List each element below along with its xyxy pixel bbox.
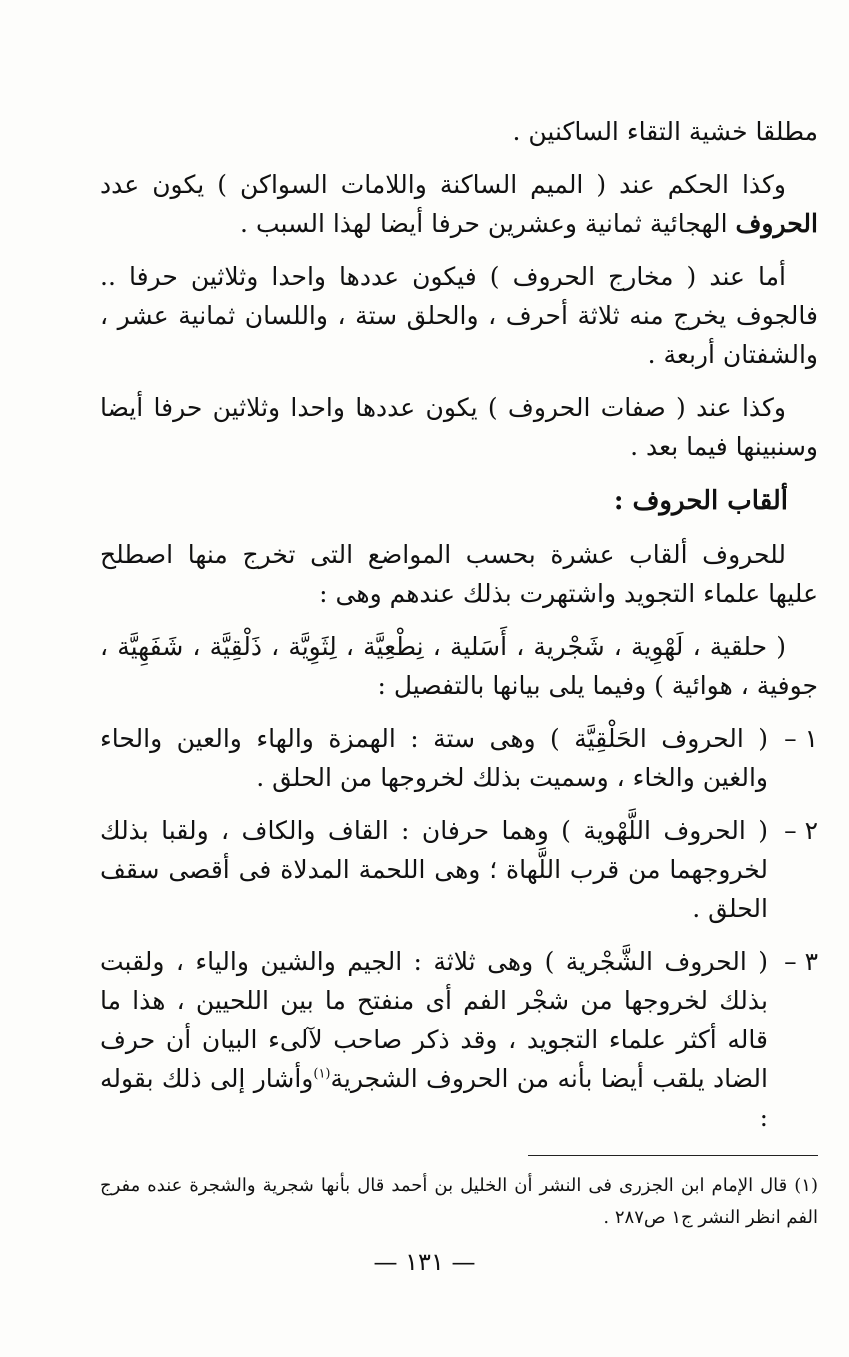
paragraph-sifat: وكذا عند ( صفات الحروف ) يكون عددها واحدا وثلاثين حرفا أيضا وسنبينها فيما بعد . [100, 393, 818, 461]
paragraph-hukm-text: وكذا الحكم عند ( الميم الساكنة واللامات السواكن ) يكون عدد [100, 170, 786, 199]
item-text: ( الحروف اللَّهْوية ) وهما حرفان : القاف والكاف ، ولقبا بذلك لخروجهما من قرب اللَّهاة ؛ وهى اللحمة المدلاة فى أقصى سقف الحلق . [100, 816, 768, 923]
paragraph-alqab: للحروف ألقاب عشرة بحسب المواضع التى تخرج منها اصطلح عليها علماء التجويد واشتهرت بذلك عندهم وهى : [100, 540, 818, 608]
item-text: ( الحروف الحَلْقِيَّة ) وهى ستة : الهمزة والهاء والعين والحاء والغين والخاء ، وسميت بذلك لخروجها من الحلق . [100, 724, 768, 792]
footnote-text: (١) قال الإمام ابن الجزرى فى النشر أن الخليل بن أحمد قال بأنها شجرية والشجرة عنده مفرج الفم انظر النشر ج١ ص٢٨٧ . [100, 1175, 818, 1228]
paragraph-hukm [100, 165, 818, 243]
intro-line: مطلقا خشية التقاء الساكنين . [512, 117, 818, 146]
page-number: — ١٣١ — [373, 1248, 476, 1276]
footnote-marker[interactable]: (١) [313, 1066, 331, 1082]
item-number: ٣ – [784, 947, 818, 976]
item-text-body: ( الحروف الشَّجْرية ) وهى ثلاثة : الجيم والشين والياء ، ولقبت بذلك لخروجها من شجْر الفم أى منفتح ما بين اللحيين ، هذا ما قاله أكثر علماء التجويد ، وقد ذكر صاحب لآلىء البيان أن حرف الضاد يلقب أيضا بأنه من الحروف الشجرية [100, 947, 768, 1093]
paragraph-list: ( حلقية ، لَهْوِية ، شَجْرية ، أَسَلية ، نِطْعِيَّة ، لِثَوِيَّة ، ذَلْقِيَّة ، شَفَهِيَّة ، جوفية ، هوائية ) وفيما يلى بيانها بالتفصيل : [100, 632, 818, 700]
item-text-tail: وأشار إلى ذلك بقوله : [100, 1064, 768, 1132]
list-item [100, 942, 818, 1137]
paragraph-hukm-bold: الحروف [735, 209, 818, 238]
item-text [100, 942, 768, 1137]
list-item [100, 719, 818, 797]
footnote [100, 1170, 818, 1234]
item-number: ١ – [784, 724, 818, 753]
footnote-divider [528, 1155, 818, 1156]
list-item [100, 811, 818, 928]
page-body [100, 112, 818, 1234]
section-heading: ألقاب الحروف : [613, 486, 788, 516]
paragraph-hukm-rest: الهجائية ثمانية وعشرين حرفا أيضا لهذا السبب . [240, 209, 728, 238]
paragraph-makharij: أما عند ( مخارج الحروف ) فيكون عددها واحدا وثلاثين حرفا .. فالجوف يخرج منه ثلاثة أحرف ، والحلق ستة ، واللسان ثمانية عشر ، والشفتان أربعة . [100, 262, 818, 369]
item-number: ٢ – [784, 816, 818, 845]
